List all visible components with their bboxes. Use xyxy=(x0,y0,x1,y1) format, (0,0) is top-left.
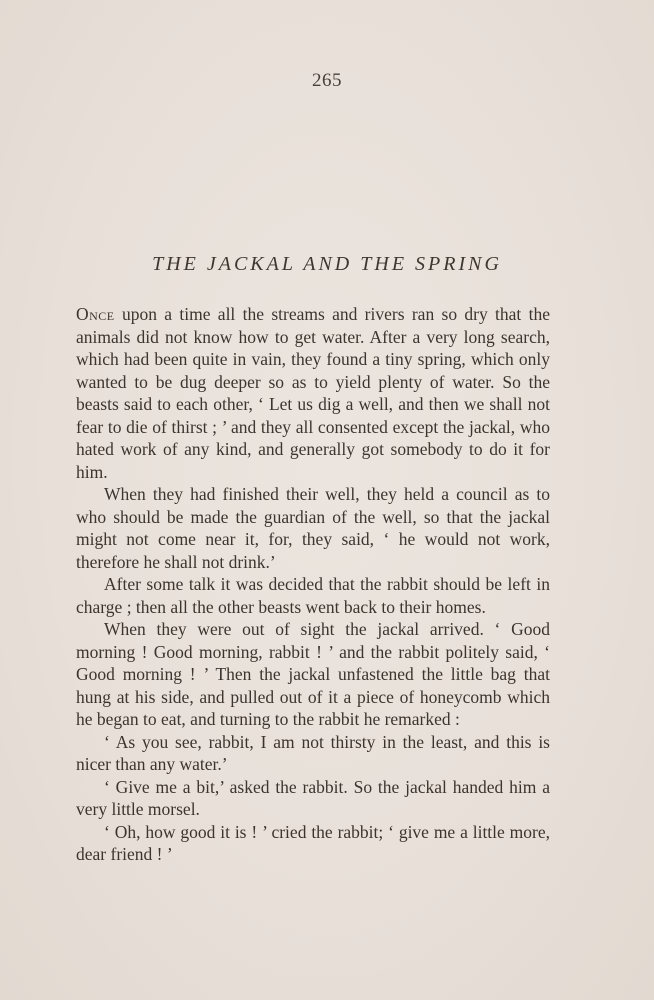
paragraph: ‘ Oh, how good it is ! ’ cried the rabbit; ‘ give me a little more, dear friend ! ’ xyxy=(76,821,550,864)
paragraph xyxy=(76,303,550,483)
paragraph: After some talk it was decided that the rabbit should be left in charge ; then all the other beasts went back to their homes. xyxy=(76,574,550,617)
chapter-title: THE JACKAL AND THE SPRING xyxy=(152,253,502,275)
paragraph: ‘ As you see, rabbit, I am not thirsty in the least, and this is nicer than any water.’ xyxy=(76,731,550,774)
page-number: 265 xyxy=(312,70,342,91)
story-text xyxy=(76,303,550,866)
paragraph: When they had finished their well, they held a council as to who should be made the guardian of the well, so that the jackal might not come near it, for, they said, ‘ he would not work, therefore he shall not drink.’ xyxy=(76,484,550,572)
drop-word: Once xyxy=(76,304,115,324)
paragraph-text: upon a time all the streams and rivers ran so dry that the animals did not know how to get water. After a very long search, which had been quite in vain, they found a tiny spring, which only wanted to be dug deeper so as to yield plenty of water. So the beasts said to each other, ‘ Let us dig a well, and then we shall not fear to die of thirst ; ’ and they all consented except the jackal, who hated work of any kind, and generally got somebody to do it for him. xyxy=(76,304,550,482)
paragraph: When they were out of sight the jackal arrived. ‘ Good morning ! Good morning, rabbit ! ’ and the rabbit politely said, ‘ Good morning ! ’ Then the jackal unfastened the little bag that hung at his side, and pulled out of it a piece of honeycomb which he began to eat, and turning to the rabbit he remarked : xyxy=(76,619,550,729)
paragraph: ‘ Give me a bit,’ asked the rabbit. So the jackal handed him a very little morsel. xyxy=(76,776,550,819)
